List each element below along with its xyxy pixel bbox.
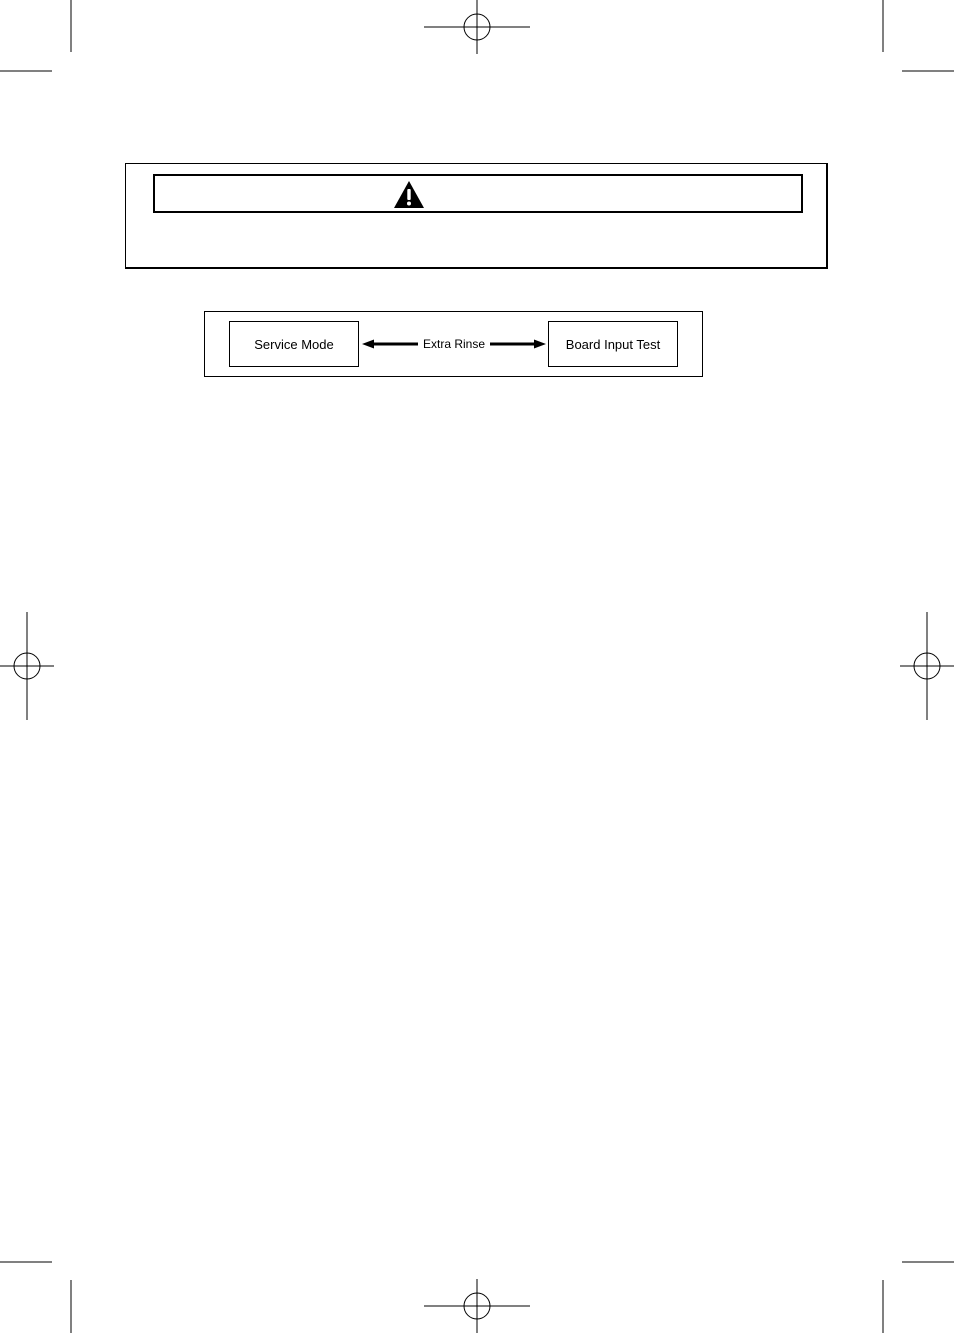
registration-target-top xyxy=(424,0,530,54)
warning-box xyxy=(125,163,828,269)
service-mode-box xyxy=(229,321,359,367)
warning-triangle-icon xyxy=(393,180,425,209)
mode-flow-diagram xyxy=(204,311,703,377)
registration-target-left xyxy=(0,612,54,720)
extra-rinse-label: Extra Rinse xyxy=(418,336,490,352)
extra-rinse-connector xyxy=(360,334,548,354)
registration-target-right xyxy=(900,612,954,720)
warning-header-bar xyxy=(153,174,803,213)
registration-target-bottom xyxy=(424,1279,530,1333)
service-mode-label: Service Mode xyxy=(254,336,334,352)
board-input-test-box xyxy=(548,321,678,367)
board-input-test-label: Board Input Test xyxy=(565,336,661,352)
